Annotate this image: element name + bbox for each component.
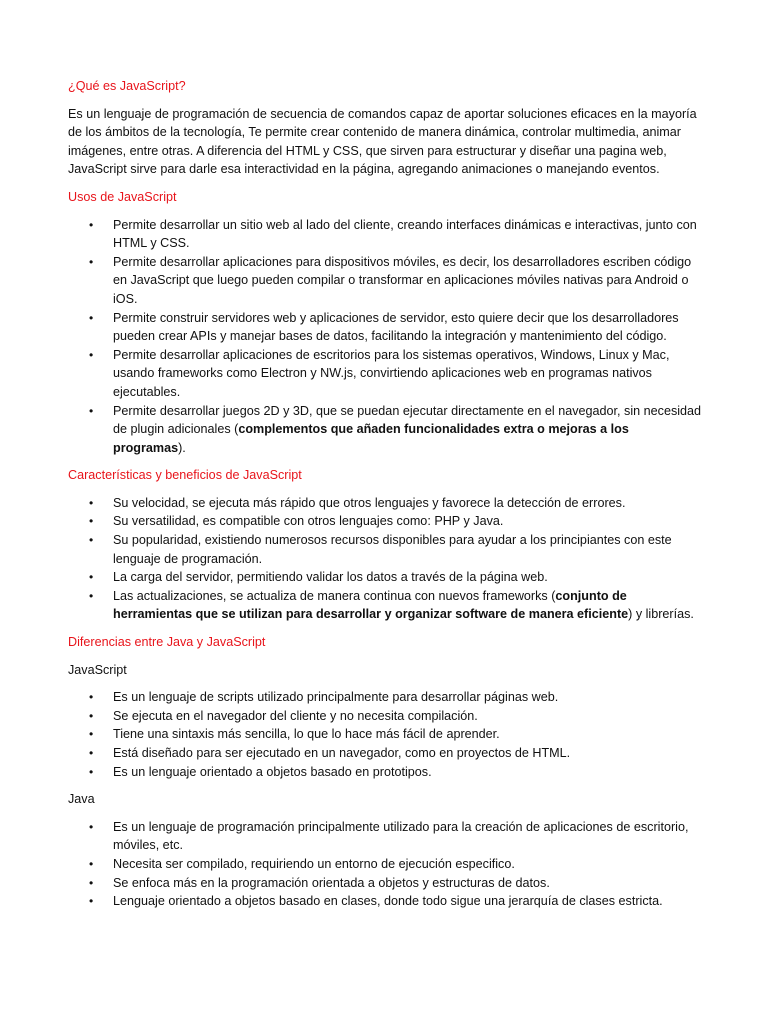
bullet-icon: • xyxy=(89,403,94,418)
bullet-icon: • xyxy=(89,894,94,909)
list-item-bold-text: conjunto de herramientas que se utilizan para desarrollar y organizar software de manera eficiente xyxy=(113,588,629,622)
bullet-icon: • xyxy=(89,310,94,325)
list-item xyxy=(68,253,702,309)
caracteristicas-list xyxy=(68,494,702,624)
list-item xyxy=(68,763,702,782)
bullet-icon: • xyxy=(89,254,94,269)
bullet-icon: • xyxy=(89,746,94,760)
bullet-icon: • xyxy=(89,708,94,723)
subheading-javascript: JavaScript xyxy=(68,662,127,677)
list-item xyxy=(68,892,702,911)
bullet-icon: • xyxy=(89,217,94,232)
list-item-text: Su versatilidad, es compatible con otros lenguajes como: PHP y Java. xyxy=(113,514,504,529)
list-item-text: Las actualizaciones, se actualiza de manera continua con nuevos frameworks ( xyxy=(113,588,556,603)
bullet-icon: • xyxy=(89,690,94,705)
list-item-text: ). xyxy=(178,440,186,455)
list-item xyxy=(68,855,702,874)
bullet-icon: • xyxy=(89,764,94,779)
bullet-icon: • xyxy=(89,495,94,510)
list-item xyxy=(68,725,702,744)
list-item xyxy=(68,216,702,253)
bullet-icon: • xyxy=(89,514,94,529)
list-item xyxy=(68,744,702,763)
list-item xyxy=(68,874,702,893)
bullet-icon: • xyxy=(89,347,94,362)
list-item-text: Está diseñado para ser ejecutado en un navegador, como en proyectos de HTML. xyxy=(113,746,571,760)
list-item-bold-text: complementos que añaden funcionalidades extra o mejoras a los programas xyxy=(113,422,629,455)
usos-list xyxy=(68,216,702,458)
list-item xyxy=(68,818,702,855)
intro-paragraph: Es un lenguaje de programación de secuencia de comandos capaz de aportar soluciones eficaces en la mayoría de los ámbitos de la tecnología, Te permite crear contenido de manera dinámica, controlar multimedia, animar imágenes, entre otras. A diferencia del HTML y CSS, que sirven para estructurar y diseñar una pagina web, JavaScript sirve para darle esa interactividad en la página, agregando animaciones o manejando eventos. xyxy=(68,106,697,177)
list-item xyxy=(68,587,702,624)
list-item xyxy=(68,402,702,458)
bullet-icon: • xyxy=(89,819,94,834)
bullet-icon: • xyxy=(89,588,94,603)
bullet-icon: • xyxy=(89,856,94,871)
list-item-text: Tiene una sintaxis más sencilla, lo que lo hace más fácil de aprender. xyxy=(113,727,500,742)
list-item-text: Su velocidad, se ejecuta más rápido que otros lenguajes y favorece la detección de errores. xyxy=(113,495,626,510)
list-item-text: Lenguaje orientado a objetos basado en clases, donde todo sigue una jerarquía de clases estricta. xyxy=(113,894,663,909)
javascript-list xyxy=(68,688,702,781)
list-item xyxy=(68,568,702,587)
bullet-icon: • xyxy=(89,727,94,742)
bullet-icon: • xyxy=(89,875,94,890)
list-item-text: Necesita ser compilado, requiriendo un entorno de ejecución especifico. xyxy=(113,856,515,871)
list-item-text: Se ejecuta en el navegador del cliente y no necesita compilación. xyxy=(113,708,478,723)
heading-usos: Usos de JavaScript xyxy=(68,189,177,204)
bullet-icon: • xyxy=(89,533,94,548)
heading-que-es-javascript: ¿Qué es JavaScript? xyxy=(68,79,186,93)
list-item-text: Es un lenguaje orientado a objetos basado en prototipos. xyxy=(113,764,432,779)
list-item-text: Se enfoca más en la programación orientada a objetos y estructuras de datos. xyxy=(113,875,550,890)
bullet-icon: • xyxy=(89,570,94,585)
heading-caracteristicas: Características y beneficios de JavaScript xyxy=(68,468,302,483)
java-list xyxy=(68,818,702,911)
heading-diferencias: Diferencias entre Java y JavaScript xyxy=(68,635,266,650)
list-item-text: Es un lenguaje de scripts utilizado principalmente para desarrollar páginas web. xyxy=(113,690,559,705)
subheading-java: Java xyxy=(68,792,95,807)
list-item xyxy=(68,707,702,726)
list-item xyxy=(68,688,702,707)
list-item xyxy=(68,309,702,346)
list-item-text: Permite desarrollar un sitio web al lado del cliente, creando interfaces dinámicas e interactivas, junto con HTML y CSS. xyxy=(113,217,697,251)
list-item-text: ) y librerías. xyxy=(628,607,694,622)
list-item xyxy=(68,512,702,531)
list-item-text: Permite desarrollar aplicaciones de escritorios para los sistemas operativos, Windows, Linux y Mac, usando frameworks como Electron y NW.js, convirtiendo aplicaciones web en programas nativos ejecutables. xyxy=(113,347,670,399)
list-item-text: Es un lenguaje de programación principalmente utilizado para la creación de aplicaciones de escritorio, móviles, etc. xyxy=(113,819,689,853)
list-item-text: Permite construir servidores web y aplicaciones de servidor, esto quiere decir que los desarrolladores pueden crear APIs y manejar bases de datos, facilitando la integración y mantenimiento del código. xyxy=(113,310,679,344)
list-item xyxy=(68,531,702,568)
list-item-text: Su popularidad, existiendo numerosos recursos disponibles para ayudar a los principiantes con este lenguaje de programación. xyxy=(113,533,672,566)
list-item xyxy=(68,494,702,513)
list-item-text: Permite desarrollar aplicaciones para dispositivos móviles, es decir, los desarrolladores escriben código en JavaScript que luego pueden compilar o transformar en aplicaciones móviles nativas para Android o iOS. xyxy=(113,254,692,306)
list-item-text: Permite desarrollar juegos 2D y 3D, que se puedan ejecutar directamente en el navegador, sin necesidad de plugin adicionales ( xyxy=(113,403,702,437)
list-item-text: La carga del servidor, permitiendo validar los datos a través de la página web. xyxy=(113,570,548,585)
list-item xyxy=(68,346,702,402)
